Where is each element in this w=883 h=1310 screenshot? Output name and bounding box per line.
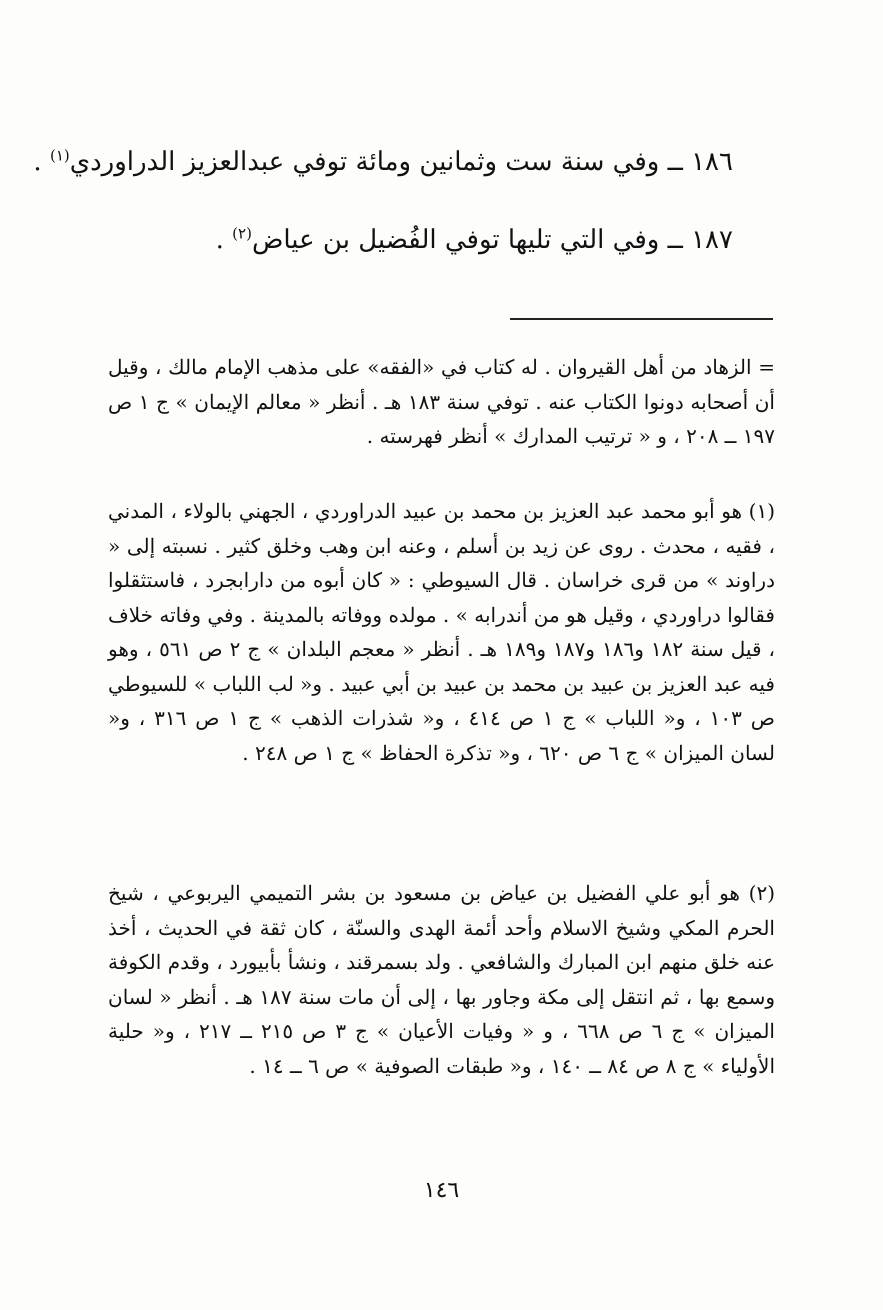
footnote-continuation <box>108 350 775 454</box>
footnote-separator <box>510 318 773 320</box>
entry-186 <box>33 140 733 184</box>
footnote-marker-1: (١) <box>49 146 70 165</box>
footnote-marker-2: (٢) <box>232 224 252 243</box>
footnote-2 <box>108 876 775 1083</box>
entry-186-end: . <box>33 147 50 177</box>
page-number: ١٤٦ <box>423 1178 460 1203</box>
footnote-1-text: (١) هو أبو محمد عبد العزيز بن محمد بن عبيد الدراوردي ، الجهني بالولاء ، المدني ، فقيه ، محدث . روى عن زيد بن أسلم ، وعنه ابن وهب وخلق كثير . نسبته إلى « دراوند » من قرى خراسان . قال السيوطي : « كان أبوه من دارابجرد ، فاستثقلوا فقالوا دراوردي ، وقيل هو من أندرابه » . مولده ووفاته بالمدينة . وفي وفاته خلاف ، قيل سنة ١٨٢ و١٨٦ و١٨٧ و١٨٩ هـ . أنظر « معجم البلدان » ج ٢ ص ٥٦١ ، وهو فيه عبد العزيز بن عبيد بن محمد بن عبيد بن أبي عبيد . و« لب اللباب » للسيوطي ص ١٠٣ ، و« اللباب » ج ١ ص ٤١٤ ، و« شذرات الذهب » ج ١ ص ٣١٦ ، و« لسان الميزان » ج ٦ ص ٦٢٠ ، و« تذكرة الحفاظ » ج ١ ص ٢٤٨ . <box>108 499 776 765</box>
footnote-1 <box>108 494 775 770</box>
entry-187 <box>150 218 733 262</box>
entry-186-text: ١٨٦ ــ وفي سنة ست وثمانين ومائة توفي عبدالعزيز الدراوردي <box>69 147 733 177</box>
main-text <box>33 140 733 296</box>
entry-187-text: ١٨٧ ــ وفي التي تليها توفي الفُضيل بن عياض <box>251 225 733 255</box>
entry-187-end: . <box>215 225 233 255</box>
footnote-continuation-text: = الزهاد من أهل القيروان . له كتاب في «الفقه» على مذهب الإمام مالك ، وقيل أن أصحابه دونوا الكتاب عنه . توفي سنة ١٨٣ هـ . أنظر « معالم الإيمان » ج ١ ص ١٩٧ ــ ٢٠٨ ، و « ترتيب المدارك » أنظر فهرسته . <box>108 355 775 448</box>
footnote-2-text: (٢) هو أبو علي الفضيل بن عياض بن مسعود بن بشر التميمي اليربوعي ، شيخ الحرم المكي وشيخ الاسلام وأحد أئمة الهدى والسنّة ، كان ثقة في الحديث ، أخذ عنه خلق منهم ابن المبارك والشافعي . ولد بسمرقند ، ونشأ بأبيورد ، وقدم الكوفة وسمع بها ، ثم انتقل إلى مكة وجاور بها ، إلى أن مات سنة ١٨٧ هـ . أنظر « لسان الميزان » ج ٦ ص ٦٦٨ ، و « وفيات الأعيان » ج ٣ ص ٢١٥ ــ ٢١٧ ، و« حلية الأولياء » ج ٨ ص ٨٤ ــ ١٤٠ ، و« طبقات الصوفية » ص ٦ ــ ١٤ . <box>108 881 775 1078</box>
